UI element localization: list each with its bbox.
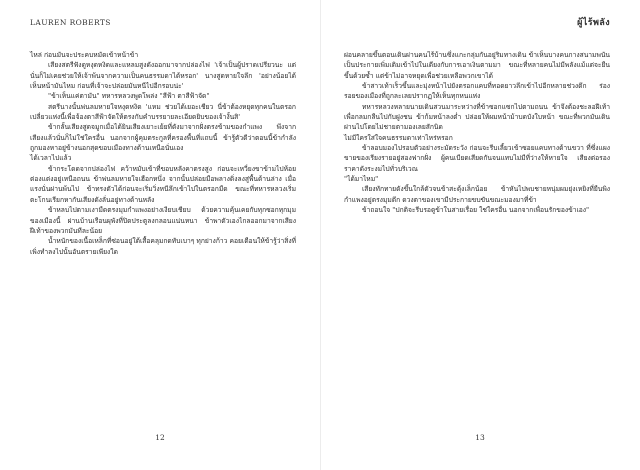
paragraph: ได้เวลาไปแล้ว	[30, 154, 72, 163]
paragraph: ข้าสาวเท้าเร็วขึ้นและมุ่งหน้าไปยังตรอกแคบที่ทอดยาวลึกเข้าไปอีกหลายช่วงตึก ร่องรอยของเมืองที่ถูกละเลยปรากฏให้เห็นทุกหนแห่ง	[344, 82, 610, 101]
running-head-title: ผู้ไร้พลัง	[577, 18, 610, 28]
paragraph: เสียงทักทายดังขึ้นใกล้ตัวจนข้าสะดุ้งเล็กน้อย ข้าหันไปพบชายหนุ่มผมยุ่งเหยิงที่ยืนพิงกำแพงอยู่ตรงมุมตึก ดวงตาของเขามีประกายขบขันขณะมองมาที่ข้า	[344, 185, 610, 204]
page-number-left: 12	[155, 433, 165, 442]
running-head-author: LAUREN ROBERTS	[30, 18, 111, 27]
paragraph: สตรีนางนั้นพ่นลมหายใจหงุดหงิด 'แหม ช่วยได้เยอะเชียว นี่ข้าต้องหยุดทุกคนในตรอกเปลี่ยวแห่งนี้เพื่อจ้องตาสีฟ้าจัดให้ตรงกับคำบรรยายละเอียดยิบของเจ้างั้นสิ'	[30, 102, 296, 122]
paragraph: ข้าหลบไปตามเงามืดตรงมุมกำแพงอย่างเงียบเชียบ ด้วยความคุ้นเคยกับทุกซอกทุกมุมของเมืองนี้ ผ่านบ้านเรือนผุพังที่ปิดประตูลงกลอนแน่นหนา ข้าพาตัวเองไกลออกมาจากเสียงฝีเท้าของพวกมันทีละน้อย	[30, 206, 296, 235]
paragraph: ไหล่ ก่อนมันจะประคบหมัดเข้าหน้าข้า	[30, 51, 139, 59]
paragraph: เสียงสตรีฟังดูหงุดหงิดและแหลมสูงดังออกมาจากปล่องไฟ 'เจ้าเป็นผู้ปราดเปรียวนะ แต่นั่นก็ไม่เคยช่วยให้เจ้าพ้นจากความเป็นคนธรรมดาได้หรอก' นางสูดหายใจลึก 'อย่างน้อยได้เห็นหน้ามันไหม ก่อนที่เจ้าจะปล่อยมันหนีไปอีกรอบน่ะ'	[30, 61, 296, 91]
paragraph: "ข้าเห็นแค่ตามัน" ทหารหลวงพูดโพล่ง "สีฟ้า ตาสีฟ้าจัด"	[48, 92, 210, 101]
paragraph: ข้ากลั้นเสียงสูดจมูกเมื่อได้ยินเสียงเยาะเย้ยที่ดังมาจากฝั่งตรงข้ามของกำแพง พึงจากเสียงแล้วนั่นก็ไม่ใช่ใครอื่น นอกจากผู้คุมตระกูลที่ครองพื้นที่แถบนี้ ข้ารู้ตัวดีว่าตอนนี้ข้ากำลังถูกมองหาอยู่ข้างนอกสุดขอบเมืองทางด้านเหนือนั่นเอง	[30, 123, 296, 153]
paragraph: ข้าถอนใจ "ปกติจะรีบรอดูข้าในสายเรื่อย ใช่ใครอื่น นอกจากเพื่อนรักของข้าเอง"	[362, 206, 590, 215]
right-page-body	[344, 50, 610, 216]
left-page-body	[30, 50, 296, 257]
paragraph: ข้าลอบมองไปรอบตัวอย่างระมัดระวัง ก่อนจะรีบเลี้ยวเข้าซอยแคบทางด้านขวา ที่ซึ่งแผงขายของเรียงรายอยู่สองฟากฝั่ง ผู้คนเบียดเสียดกันจนแทบไม่มีที่ว่างให้หายใจ เสียงต่อรองราคาดังระงมไปทั่วบริเวณ	[344, 144, 610, 173]
paragraph: ข้ากระโดดจากปล่องไฟ คว้าหมับเข้าที่ขอบหลังคาตรงสูง ก่อนจะเหวี่ยงขาข้ามไปห้อยต่องแต่งอยู่เหนือถนน ข้าพ่นลมหายใจเฮือกหนึ่ง จากนั้นปล่อยมือพลางดิ่งลงสู่พื้นด้านล่าง เมื่อแรงนั่นผ่านพ้นไป ข้าทรงตัวได้ก่อนจะเริ่มวิ่งหนีลึกเข้าไปในตรอกมืด ขณะที่ทหารหลวงเริ่มตะโกนเรียกหากันเสียงดังลั่นอยู่ทางด้านหลัง	[30, 164, 296, 204]
paragraph: ผ่อนคลายขึ้นตอนเดินผ่านคนไร้บ้านซึ่งแกะกลุ่มกันอยู่ริมทางเดิน ข้าเห็นบางคนกางสนามพนันเป็นประกายเพิ่มเติมเข้าไปในเดียงกับการเอาเงินตามมา ขณะที่หลายคนไม่มีพลังแม้แต่จะยืนขึ้นด้วยซ้ำ แต่ข้าไม่อาจหยุดเพื่อช่วยเหลือพวกเขาได้	[344, 51, 610, 80]
paragraph: "ได้มาไหม"	[344, 175, 379, 184]
paragraph: ไม่มีใครใส่ใจคนธรรมดาเท่าไหร่หรอก	[344, 133, 453, 142]
paragraph: น้ำหนักของเนื้อเหล็กที่ซ่อนอยู่ใต้เสื้อคลุมกดทับเบาๆ ทุกย่างก้าว คอยเตือนให้ข้ารู้ว่าสิ่งที่เพิ่งทำลงไปนั้นอันตรายเพียงใด	[30, 237, 296, 256]
page-number-right: 13	[475, 433, 485, 442]
right-page	[320, 0, 640, 470]
paragraph: ทหารหลวงหลายนายเดินสวนมาระหว่างที่ข้าซอกแซกไปตามถนน ข้าจึงต้องชะลอฝีเท้าเพื่อกลมกลืนไปกับฝูงชน ข้าก้มหน้าลงต่ำ ปล่อยให้ผมหน้าม้าบดบังใบหน้า ขณะที่พวกมันเดินผ่านไปโดยไม่ชายตามองเลยสักนิด	[344, 102, 610, 132]
